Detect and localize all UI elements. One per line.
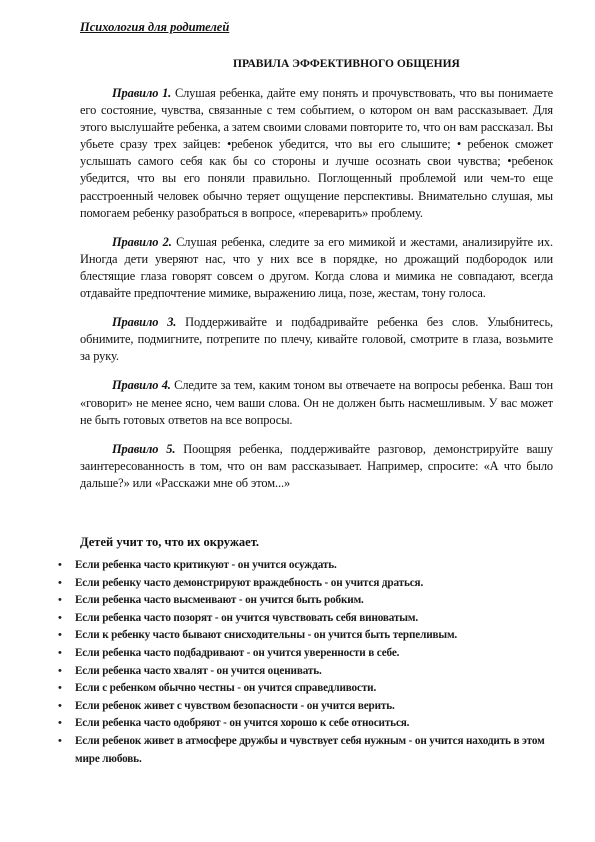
rule-paragraph bbox=[80, 234, 553, 302]
bullet-icon: • bbox=[58, 559, 62, 571]
list-item bbox=[58, 733, 558, 768]
bullet-icon: • bbox=[58, 629, 62, 642]
bullet-list bbox=[58, 557, 558, 768]
list-item bbox=[58, 575, 558, 593]
list-item bbox=[58, 627, 558, 645]
rule-text: Поддерживайте и подбадривайте ребенка без слов. Улыбнитесь, обнимите, подмигните, потрепите по плечу, кивайте головой, смотрите в глаза, возьмите за руку. bbox=[80, 315, 554, 364]
list-item-text: Если ребенка часто одобряют - он учится хорошо к себе относиться. bbox=[75, 717, 410, 730]
list-item bbox=[58, 698, 558, 716]
rule-label: Правило 5. bbox=[112, 441, 176, 456]
list-heading: Детей учит то, что их окружает. bbox=[80, 535, 260, 549]
bullet-icon: • bbox=[58, 576, 62, 589]
list-item-text: Если ребенку часто демонстрируют враждебность - он учится драться. bbox=[75, 576, 424, 589]
rule-text: Слушая ребенка, следите за его мимикой и жестами, анализируйте их. Иногда дети уверяют нас, что у них все в порядке, но дрожащий подбородок или блестящие глаза говорят совсем о другом. Когда слова и мимика не совпадают, всегда отдавайте предпочтение мимике, выражению лица, позе, жестам, тону голоса. bbox=[80, 234, 553, 301]
list-item-text: Если ребенка часто подбадривают - он учится уверенности в себе. bbox=[75, 646, 400, 659]
list-item bbox=[58, 645, 558, 663]
list-item bbox=[58, 610, 558, 628]
page-title: ПРАВИЛА ЭФФЕКТИВНОГО ОБЩЕНИЯ bbox=[233, 58, 460, 70]
list-item-text: Если ребенок живет с чувством безопасности - он учится верить. bbox=[75, 699, 395, 712]
rule-paragraph bbox=[80, 85, 553, 222]
rule-label: Правило 1. bbox=[112, 86, 172, 100]
bullet-icon: • bbox=[58, 699, 62, 712]
bullet-icon: • bbox=[58, 717, 62, 730]
list-item-text: Если ребенок живет в атмосфере дружбы и чувствует себя нужным - он учится находить в этом мире любовь. bbox=[75, 734, 545, 765]
bullet-icon: • bbox=[58, 594, 62, 607]
bullet-icon: • bbox=[58, 646, 62, 659]
list-item bbox=[58, 663, 558, 681]
rule-text: Следите за тем, каким тоном вы отвечаете на вопросы ребенка. Ваш тон «говорит» не менее ясно, чем ваши слова. Он не должен быть насмешливым. У вас может не быть готовых ответов на все вопросы. bbox=[80, 378, 553, 427]
bullet-icon: • bbox=[58, 682, 62, 695]
page-header: Психология для родителей bbox=[80, 20, 230, 34]
list-item-text: Если ребенка часто позорят - он учится чувствовать себя виноватым. bbox=[75, 611, 419, 624]
list-item-text: Если с ребенком обычно честны - он учится справедливости. bbox=[75, 682, 377, 695]
rule-paragraph bbox=[80, 314, 553, 365]
rule-text: Слушая ребенка, дайте ему понять и прочувствовать, что вы понимаете его состояние, чувства, связанные с тем событием, о котором он вам рассказывает. Для этого выслушайте ребенка, а затем своими словами повторите то, что он вам рассказал. Вы убьете сразу трех зайцев: •ребенок убедится, что вы его слышите; • ребенок сможет услышать самого себя как бы со стороны и лучше осознать свои чувства; •ребенок убедится, что вы его поняли правильно. Поглощенный проблемой или чем-то еще расстроенный человек обычно теряет ощущение перспективы. Внимательно слушая, мы помогаем ребенку разобраться в вопросе, «переварить» проблему. bbox=[80, 86, 553, 220]
list-item-text: Если ребенка часто высмеивают - он учится быть робким. bbox=[75, 594, 364, 607]
list-item bbox=[58, 715, 558, 733]
list-item-text: Если к ребенку часто бывают снисходительны - он учится быть терпеливым. bbox=[75, 629, 458, 642]
list-item bbox=[58, 592, 558, 610]
rule-label: Правило 2. bbox=[112, 234, 172, 249]
list-item bbox=[58, 557, 558, 575]
bullet-icon: • bbox=[58, 611, 62, 624]
list-item-text: Если ребенка часто критикуют - он учится осуждать. bbox=[75, 559, 337, 571]
rule-paragraph bbox=[80, 377, 553, 428]
list-item-text: Если ребенка часто хвалят - он учится оценивать. bbox=[75, 664, 322, 677]
bullet-icon: • bbox=[58, 734, 62, 747]
bullet-icon: • bbox=[58, 664, 62, 677]
rule-label: Правило 3. bbox=[112, 315, 177, 330]
rule-text: Поощряя ребенка, поддерживайте разговор, демонстрируйте вашу заинтересованность в том, что он вам рассказывает. Например, спросите: «А что было дальше?» или «Расскажи мне об этом...» bbox=[80, 441, 553, 490]
rule-label: Правило 4. bbox=[112, 378, 171, 393]
rule-paragraph bbox=[80, 441, 553, 492]
rules-section bbox=[80, 85, 553, 504]
list-item bbox=[58, 680, 558, 698]
